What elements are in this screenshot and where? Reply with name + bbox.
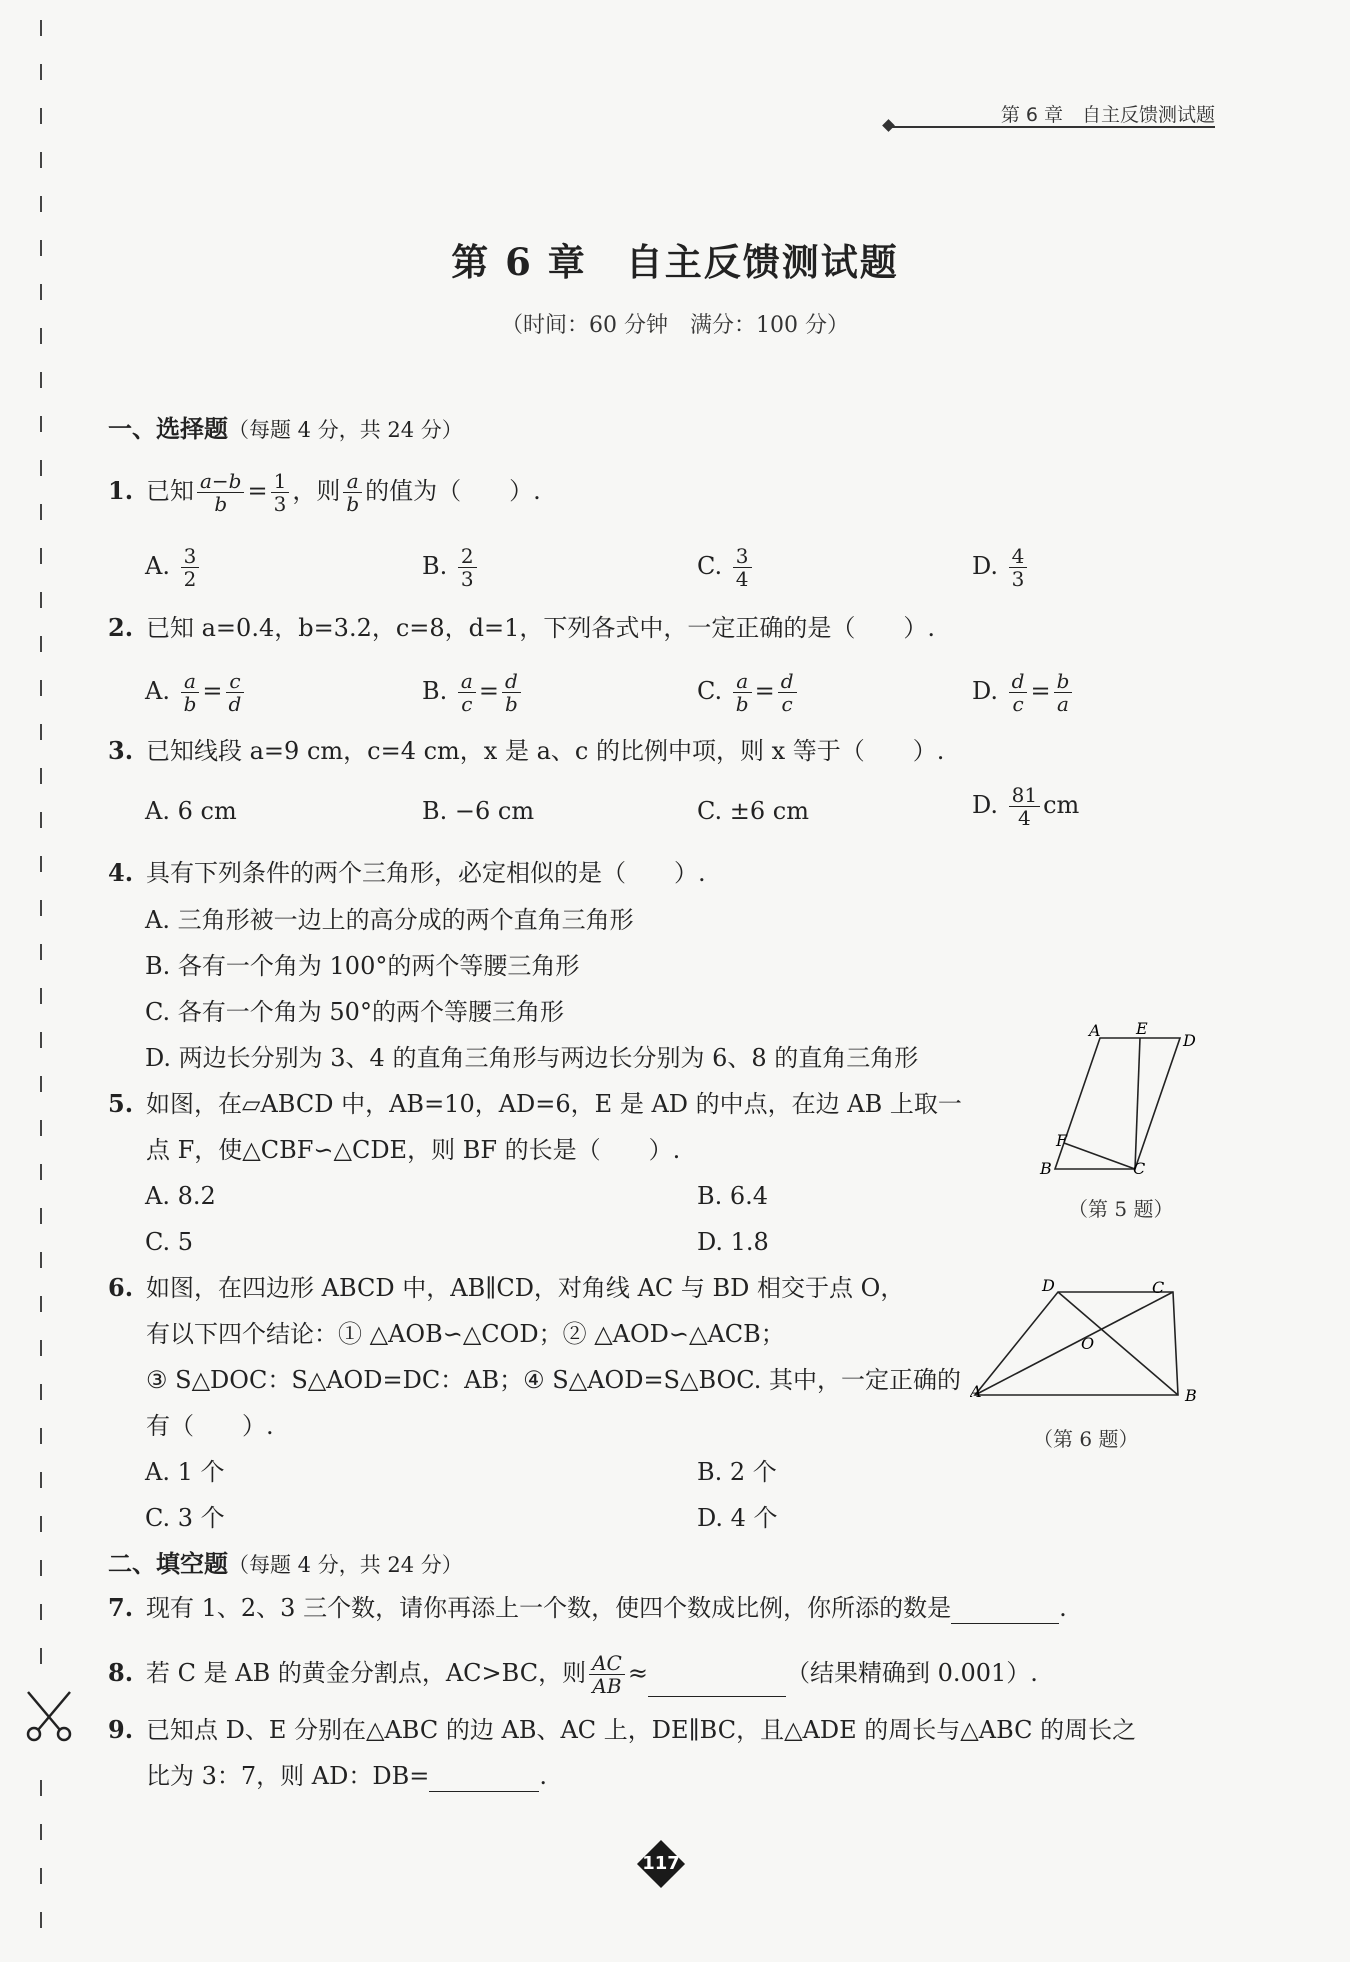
option-label: B. [422, 552, 448, 580]
question-text: 如图，在▱ABCD 中，AB=10，AD=6，E 是 AD 的中点，在边 AB 上取一 [146, 1090, 962, 1118]
numerator: d [778, 670, 797, 693]
question-text: 如图，在四边形 ABCD 中，AB∥CD，对角线 AC 与 BD 相交于点 O， [146, 1274, 905, 1302]
header-rule [890, 126, 1215, 128]
option-label: A. [145, 1182, 170, 1210]
numerator: a [343, 470, 362, 493]
cut-dash [40, 1428, 42, 1444]
diagonal-ac [975, 1292, 1173, 1395]
option-2b: B. $\frac{a}{c}$ = $\frac{d}{b}$ [422, 670, 524, 715]
option-label: B. [697, 1458, 723, 1486]
cut-dash [40, 548, 42, 564]
option-label: C. [145, 998, 171, 1026]
question-8 [108, 1652, 1038, 1697]
question-7 [108, 1592, 1067, 1624]
cut-dash [40, 1560, 42, 1576]
option-label: B. [422, 677, 448, 705]
denominator: b [214, 492, 228, 516]
denominator: b [504, 692, 518, 716]
cut-dash [40, 1516, 42, 1532]
figure-5 [1035, 1022, 1210, 1182]
numerator: c [226, 670, 245, 693]
denominator: b [735, 692, 749, 716]
fraction [181, 545, 200, 590]
option-text: 5 [177, 1228, 194, 1256]
cut-dash [40, 460, 42, 476]
question-number: 4. [108, 858, 134, 887]
fraction [181, 670, 200, 715]
option-label: A. [145, 906, 170, 934]
cut-dash [40, 900, 42, 916]
option-label: B. [697, 1182, 723, 1210]
option-5a [145, 1180, 216, 1212]
fraction [1009, 545, 1028, 590]
option-label: C. [697, 677, 723, 705]
question-text: . [1059, 1594, 1067, 1622]
option-label: C. [145, 1228, 171, 1256]
fraction [502, 670, 521, 715]
option-text: 6.4 [729, 1182, 769, 1210]
question-1 [108, 470, 541, 515]
scissors-icon [22, 1690, 76, 1742]
question-text: 比为 3：7，则 AD：DB= [146, 1762, 430, 1790]
option-text: 各有一个角为 100°的两个等腰三角形 [177, 952, 580, 980]
label-d: D [1042, 1276, 1055, 1295]
numerator: a [733, 670, 752, 693]
cut-dash [40, 284, 42, 300]
cut-dash [40, 1164, 42, 1180]
cut-dash [40, 152, 42, 168]
cut-dash [40, 1472, 42, 1488]
numerator: 3 [181, 545, 200, 568]
question-text: ，则 [292, 477, 341, 505]
option-text: 两边长分别为 3、4 的直角三角形与两边长分别为 6、8 的直角三角形 [178, 1044, 919, 1072]
option-text: −6 cm [454, 797, 535, 825]
option-label: A. [145, 552, 170, 580]
question-text: 已知线段 a=9 cm，c=4 cm，x 是 a、c 的比例中项，则 x 等于（ ）. [146, 737, 945, 765]
option-1d [972, 545, 1030, 590]
option-3b [422, 795, 534, 827]
option-label: C. [697, 797, 723, 825]
question-6 [108, 1272, 904, 1304]
page-subtitle: （时间：60 分钟 满分：100 分） [501, 313, 849, 338]
option-label: C. [145, 1504, 171, 1532]
denominator: 3 [1011, 567, 1025, 591]
cut-dash [40, 1824, 42, 1840]
cut-dash [40, 1252, 42, 1268]
option-text: 6 cm [177, 797, 237, 825]
denominator: c [781, 692, 793, 716]
question-6-line-4: 有（ ）. [146, 1412, 274, 1440]
segment-cf [1064, 1143, 1135, 1169]
cut-dash [40, 416, 42, 432]
option-3d [972, 784, 1079, 829]
question-3 [108, 735, 944, 767]
denominator: 2 [183, 567, 197, 591]
option-6b [697, 1456, 777, 1488]
question-5 [108, 1088, 962, 1120]
option-1a [145, 545, 202, 590]
option-text: ±6 cm [729, 797, 809, 825]
cut-dash [40, 1340, 42, 1356]
cut-dash [40, 1076, 42, 1092]
option-5b [697, 1180, 768, 1212]
cut-dash [40, 1120, 42, 1136]
question-text: 具有下列条件的两个三角形，必定相似的是（ ）. [146, 859, 706, 887]
answer-blank[interactable] [951, 1599, 1059, 1624]
fraction [1054, 670, 1073, 715]
question-text: 已知点 D、E 分别在△ABC 的边 AB、AC 上，DE∥BC，且△ADE 的周长与△ABC 的周长之 [146, 1716, 1137, 1744]
option-text: 1.8 [730, 1228, 769, 1256]
fraction [271, 470, 290, 515]
cut-dash [40, 1296, 42, 1312]
label-b: B [1040, 1159, 1052, 1178]
option-6d [697, 1502, 778, 1534]
option-4c [145, 996, 564, 1028]
option-5d [697, 1226, 769, 1258]
cut-dash [40, 108, 42, 124]
option-text: 8.2 [177, 1182, 216, 1210]
numerator: b [1054, 670, 1073, 693]
option-unit: cm [1043, 791, 1080, 819]
numerator: 2 [458, 545, 477, 568]
cut-dash [40, 504, 42, 520]
option-label: D. [972, 552, 999, 580]
cut-dash [40, 372, 42, 388]
question-5-line-2: 点 F，使△CBF∽△CDE，则 BF 的长是（ ）. [146, 1136, 681, 1164]
option-label: D. [145, 1044, 172, 1072]
numerator: 4 [1009, 545, 1028, 568]
question-6-line-2: 有以下四个结论：① △AOB∽△COD；② △AOD∽△ACB； [146, 1320, 785, 1348]
denominator: 3 [273, 492, 287, 516]
fraction [733, 670, 752, 715]
option-text: 各有一个角为 50°的两个等腰三角形 [177, 998, 564, 1026]
fraction [197, 470, 244, 515]
cut-dash [40, 1604, 42, 1620]
fraction [733, 545, 752, 590]
section-title: 一、选择题 [108, 414, 228, 443]
denominator: a [1057, 692, 1069, 716]
cut-dash [40, 1912, 42, 1928]
option-4a [145, 904, 634, 936]
label-d: D [1183, 1031, 1196, 1050]
option-text: 2 个 [729, 1458, 777, 1486]
section-2-heading [108, 1548, 463, 1581]
numerator: 81 [1009, 784, 1040, 807]
denominator: c [1012, 692, 1024, 716]
cut-dash [40, 1032, 42, 1048]
option-label: A. [145, 797, 170, 825]
question-2 [108, 612, 935, 644]
cut-dash [40, 1384, 42, 1400]
denominator: 4 [735, 567, 749, 591]
option-6c [145, 1502, 225, 1534]
section-1-heading [108, 413, 463, 446]
question-text: 现有 1、2、3 三个数，请你再添上一个数，使四个数成比例，你所添的数是 [146, 1594, 952, 1622]
denominator: b [183, 692, 197, 716]
option-label: A. [145, 1458, 170, 1486]
label-o: O [1081, 1334, 1095, 1353]
cut-dash [40, 1208, 42, 1224]
cut-dash [40, 1780, 42, 1796]
option-5c [145, 1226, 193, 1258]
numerator: a [458, 670, 476, 693]
question-text: 的值为（ ）. [365, 477, 541, 505]
numerator: AC [589, 1652, 625, 1675]
label-b: B [1185, 1386, 1197, 1405]
question-text: 若 C 是 AB 的黄金分割点，AC>BC，则 [146, 1659, 587, 1687]
cut-dash [40, 812, 42, 828]
label-e: E [1136, 1022, 1148, 1038]
cut-dash [40, 944, 42, 960]
question-9 [108, 1714, 1136, 1746]
question-9-line-2 [146, 1760, 547, 1792]
label-c: C [1152, 1278, 1165, 1297]
fraction [1009, 784, 1040, 829]
question-4 [108, 857, 706, 889]
question-number: 5. [108, 1089, 134, 1118]
page-title: 第 6 章 自主反馈测试题 [451, 240, 899, 284]
diagonal-bd [1058, 1292, 1178, 1395]
option-1b [422, 545, 480, 590]
cut-dash [40, 768, 42, 784]
numerator: 3 [733, 545, 752, 568]
option-label: D. [697, 1228, 724, 1256]
option-6a [145, 1456, 225, 1488]
option-label: D. [972, 677, 999, 705]
denominator: 3 [460, 567, 474, 591]
numerator: d [1009, 670, 1028, 693]
denominator: b [346, 492, 360, 516]
segment-ce [1135, 1038, 1140, 1169]
cut-dash [40, 20, 42, 36]
cut-dash [40, 856, 42, 872]
option-2d: D. $\frac{d}{c}$ = $\frac{b}{a}$ [972, 670, 1075, 715]
question-text: 已知 [146, 477, 194, 505]
question-number: 9. [108, 1715, 134, 1744]
label-f: F [1056, 1131, 1068, 1150]
equals: = [247, 477, 268, 505]
cut-dash [40, 592, 42, 608]
numerator: 1 [271, 470, 290, 493]
option-2c: C. $\frac{a}{b}$ = $\frac{d}{c}$ [697, 670, 800, 715]
cut-dash [40, 724, 42, 740]
answer-blank[interactable] [648, 1672, 786, 1697]
question-6-line-3: ③ S△DOC：S△AOD=DC：AB；④ S△AOD=S△BOC. 其中，一定正确的 [146, 1366, 961, 1394]
answer-blank[interactable] [429, 1767, 539, 1792]
option-label: D. [697, 1504, 724, 1532]
section-title: 二、填空题 [108, 1549, 228, 1578]
fraction [589, 1652, 625, 1697]
fraction [458, 545, 477, 590]
numerator: a [181, 670, 200, 693]
approx-sign: ≈ [627, 1659, 648, 1687]
parallelogram-abcd [1055, 1038, 1180, 1169]
denominator: c [461, 692, 473, 716]
figure-6 [970, 1275, 1210, 1420]
fraction [343, 470, 362, 515]
question-number: 2. [108, 613, 134, 642]
label-c: C [1133, 1159, 1146, 1178]
option-1c [697, 545, 755, 590]
fraction [458, 670, 476, 715]
fraction [1009, 670, 1028, 715]
option-3a [145, 795, 237, 827]
figure-5-caption: （第 5 题） [1068, 1197, 1174, 1221]
denominator: AB [592, 1674, 622, 1698]
cut-dash [40, 196, 42, 212]
option-label: B. [422, 797, 448, 825]
option-label: B. [145, 952, 171, 980]
option-label: A. [145, 677, 170, 705]
fraction [226, 670, 245, 715]
question-number: 6. [108, 1273, 134, 1302]
denominator: 4 [1018, 806, 1031, 830]
option-text: 4 个 [730, 1504, 778, 1532]
cut-dash [40, 636, 42, 652]
numerator: d [502, 670, 521, 693]
option-label: D. [972, 791, 999, 819]
section-note: （每题 4 分，共 24 分） [228, 1553, 463, 1577]
option-3c [697, 795, 809, 827]
section-note: （每题 4 分，共 24 分） [228, 418, 463, 442]
cut-dash [40, 680, 42, 696]
fraction [778, 670, 797, 715]
question-text: （结果精确到 0.001）. [785, 1659, 1038, 1687]
cut-dash [40, 1868, 42, 1884]
label-a: A [970, 1382, 982, 1401]
question-number: 3. [108, 736, 134, 765]
question-text: 已知 a=0.4，b=3.2，c=8，d=1，下列各式中，一定正确的是（ ）. [146, 614, 936, 642]
option-label: C. [697, 552, 723, 580]
option-4d [145, 1042, 918, 1074]
cut-dash [40, 64, 42, 80]
option-text: 3 个 [177, 1504, 225, 1532]
cut-dash [40, 1648, 42, 1664]
question-number: 1. [108, 476, 134, 505]
page-number: 117 [642, 1853, 680, 1874]
option-4b [145, 950, 579, 982]
numerator: a−b [197, 470, 244, 493]
question-number: 7. [108, 1593, 134, 1622]
denominator: d [228, 692, 242, 716]
question-number: 8. [108, 1658, 134, 1687]
label-a: A [1089, 1022, 1101, 1040]
option-text: 三角形被一边上的高分成的两个直角三角形 [177, 906, 634, 934]
figure-6-caption: （第 6 题） [1033, 1427, 1139, 1451]
cut-dash [40, 988, 42, 1004]
option-text: 1 个 [177, 1458, 225, 1486]
question-text: . [539, 1762, 547, 1790]
running-header: 第 6 章 自主反馈测试题 [1000, 104, 1215, 126]
option-2a: A. $\frac{a}{b}$ = $\frac{c}{d}$ [145, 670, 247, 715]
